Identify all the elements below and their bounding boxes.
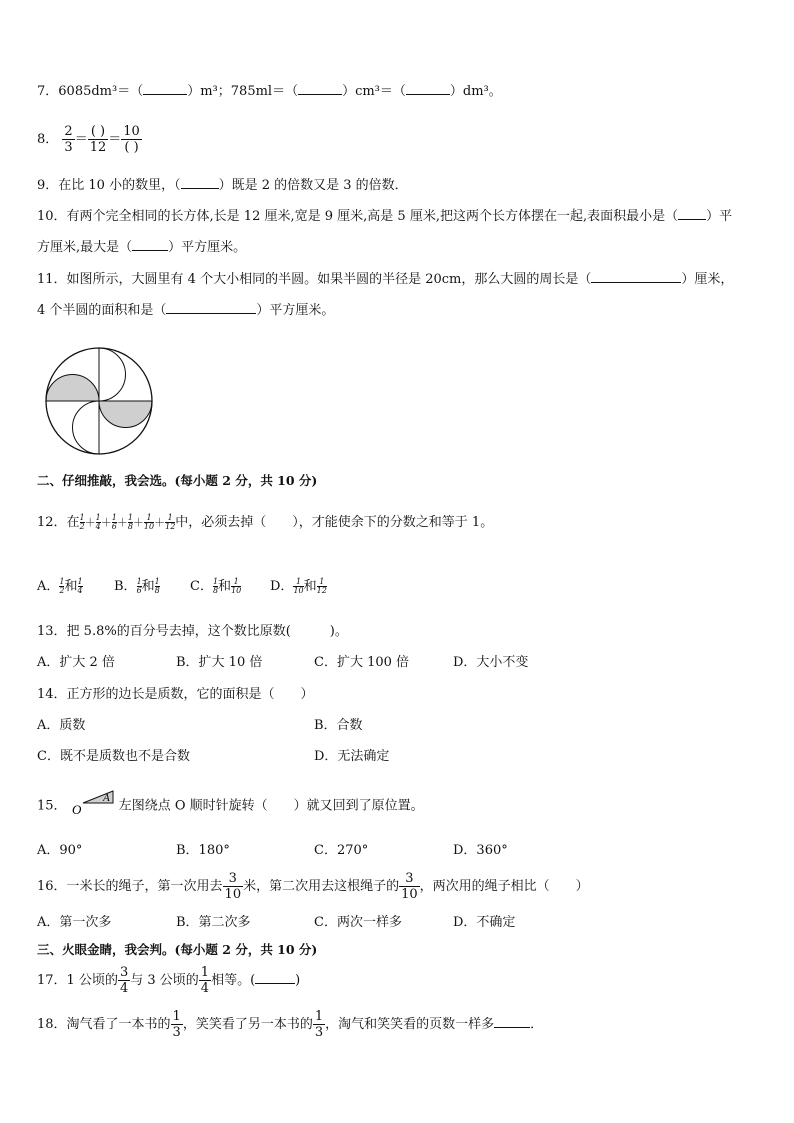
option-c[interactable]: C．既不是质数也不是合数 xyxy=(37,749,190,764)
option-a[interactable]: A．质数 xyxy=(37,718,86,733)
fraction: $\frac{1}{4}$ xyxy=(95,513,101,531)
answer-blank[interactable] xyxy=(494,1015,530,1028)
option-d[interactable]: D．不确定 xyxy=(453,915,516,930)
fraction: $\frac{1}{8}$ xyxy=(212,577,219,595)
fraction: $\frac{1}{2}$ xyxy=(59,577,65,595)
answer-blank[interactable] xyxy=(591,270,681,283)
option-d[interactable]: D．无法确定 xyxy=(314,749,390,764)
fraction: $\frac{3}{10}$ xyxy=(224,871,242,902)
fraction: $\frac{1}{10}$ xyxy=(231,577,242,595)
question-10-line-2: 方厘米,最大是（ ）平方厘米。 xyxy=(37,240,247,255)
option-c[interactable]: C．两次一样多 xyxy=(314,915,402,930)
fraction: $\frac{1}{6}$ xyxy=(136,577,142,595)
answer-blank[interactable] xyxy=(406,82,450,95)
option-b[interactable]: B．合数 xyxy=(314,718,363,733)
option-a[interactable]: A．扩大 2 倍 xyxy=(37,655,115,670)
answer-blank[interactable] xyxy=(132,238,168,251)
fraction: $\frac{3}{10}$ xyxy=(401,871,418,902)
question-9: 9．在比 10 小的数里，（ ）既是 2 的倍数又是 3 的倍数． xyxy=(37,178,408,193)
question-15: 15． O A 左图绕点 O 顺时针旋转（ ）就又回到了原位置。 xyxy=(37,795,424,817)
question-10-line-1: 10．有两个完全相同的长方体,长是 12 厘米,宽是 9 厘米,高是 5 厘米,把这两个长方体摆在一起,表面积最小是（ ）平 xyxy=(37,209,733,224)
fraction: $\frac{1}{8}$ xyxy=(127,513,133,531)
option-a[interactable]: A．90° xyxy=(37,843,83,858)
fraction: $\frac{1}{3}$ xyxy=(314,1009,324,1040)
fraction: $\frac{1}{3}$ xyxy=(172,1009,181,1040)
option-c[interactable]: C．270° xyxy=(314,843,369,858)
fraction: $\frac{1}{4}$ xyxy=(77,577,83,595)
fraction: $\frac{3}{4}$ xyxy=(119,965,129,996)
fraction: $\frac{10}{( )}$ xyxy=(123,124,140,155)
option-b[interactable]: B．第二次多 xyxy=(176,915,251,930)
option-d[interactable]: D．360° xyxy=(453,843,508,858)
option-d[interactable]: D． $\frac{1}{10}$ 和 $\frac{1}{12}$ xyxy=(270,577,327,595)
option-c[interactable]: C． $\frac{1}{8}$ 和 $\frac{1}{10}$ xyxy=(190,577,242,595)
fraction: $\frac{1}{8}$ xyxy=(154,577,160,595)
fraction: $\frac{1}{4}$ xyxy=(200,965,210,996)
answer-blank[interactable] xyxy=(255,971,295,984)
fraction: $\frac{1}{2}$ xyxy=(79,513,85,531)
option-b[interactable]: B．扩大 10 倍 xyxy=(176,655,263,670)
option-b[interactable]: B． $\frac{1}{6}$ 和 $\frac{1}{8}$ xyxy=(114,577,160,595)
pinwheel-circle-figure xyxy=(42,344,156,458)
question-11-line-2: 4 个半圆的面积和是（ ）平方厘米。 xyxy=(37,303,335,318)
question-11-line-1: 11．如图所示，大圆里有 4 个大小相同的半圆。如果半圆的半径是 20cm，那么大圆的周长是（ ）厘米， xyxy=(37,272,734,287)
answer-blank[interactable] xyxy=(166,301,256,314)
option-c[interactable]: C．扩大 100 倍 xyxy=(314,655,410,670)
svg-text:A: A xyxy=(102,792,110,804)
answer-blank[interactable] xyxy=(143,82,187,95)
question-17: 17．1 公顷的 $\frac{3}{4}$ 与 3 公顷的 $\frac{1}{4}$ 相等。( ) xyxy=(37,965,301,996)
answer-blank[interactable] xyxy=(181,176,219,189)
fraction: $\frac{1}{12}$ xyxy=(316,577,327,595)
question-7: 7．6085dm³＝（ ）m³；785ml＝（ ）cm³＝（ ）dm³。 xyxy=(37,84,502,99)
fraction: $\frac{1}{10}$ xyxy=(143,513,155,531)
option-a[interactable]: A．第一次多 xyxy=(37,915,112,930)
question-14: 14．正方形的边长是质数，它的面积是（ ） xyxy=(37,687,314,702)
option-d[interactable]: D．大小不变 xyxy=(453,655,529,670)
section-2-heading: 二、仔细推敲，我会选。(每小题 2 分，共 10 分) xyxy=(37,473,318,488)
option-a[interactable]: A． $\frac{1}{2}$ 和 $\frac{1}{4}$ xyxy=(37,577,83,595)
answer-blank[interactable] xyxy=(298,82,342,95)
question-8: 8． $\frac{2}{3}$ ＝ $\frac{( )}{12}$ ＝ $\frac{10}{( )}$ xyxy=(37,124,140,155)
fraction-series: $\frac{1}{2}$ ＋ $\frac{1}{4}$ ＋ $\frac{1}{6}$ ＋ $\frac{1}{8}$ ＋ $\frac{1}{10}$ ＋ $\frac{1}{12}$ xyxy=(79,513,176,531)
rotation-triangle-figure xyxy=(71,787,117,817)
fraction: $\frac{1}{10}$ xyxy=(293,577,304,595)
fraction: $\frac{1}{12}$ xyxy=(165,513,176,531)
question-18: 18．淘气看了一本书的 $\frac{1}{3}$ ，笑笑看了另一本书的 $\frac{1}{3}$ ，淘气和笑笑看的页数一样多 ． xyxy=(37,1009,544,1040)
question-13: 13．把 5.8%的百分号去掉，这个数比原数( )。 xyxy=(37,624,348,639)
answer-blank[interactable] xyxy=(678,207,706,220)
question-12: 12．在 $\frac{1}{2}$ ＋ $\frac{1}{4}$ ＋ $\frac{1}{6}$ ＋ $\frac{1}{8}$ ＋ $\frac{1}{10}$ ＋ $\frac{1}{12}$ 中，必须去掉（ ），才能使余下的分数之和等于 1。 xyxy=(37,513,494,531)
question-16: 16．一米长的绳子，第一次用去 $\frac{3}{10}$ 米，第二次用去这根绳子的 $\frac{3}{10}$ ，两次用的绳子相比（ ） xyxy=(37,871,589,902)
svg-text:O: O xyxy=(71,802,82,817)
fraction: $\frac{1}{6}$ xyxy=(111,513,117,531)
section-3-heading: 三、火眼金睛，我会判。(每小题 2 分，共 10 分) xyxy=(37,942,318,957)
fraction: $\frac{( )}{12}$ xyxy=(89,124,107,155)
fraction: $\frac{2}{3}$ xyxy=(64,124,73,155)
option-b[interactable]: B．180° xyxy=(176,843,230,858)
